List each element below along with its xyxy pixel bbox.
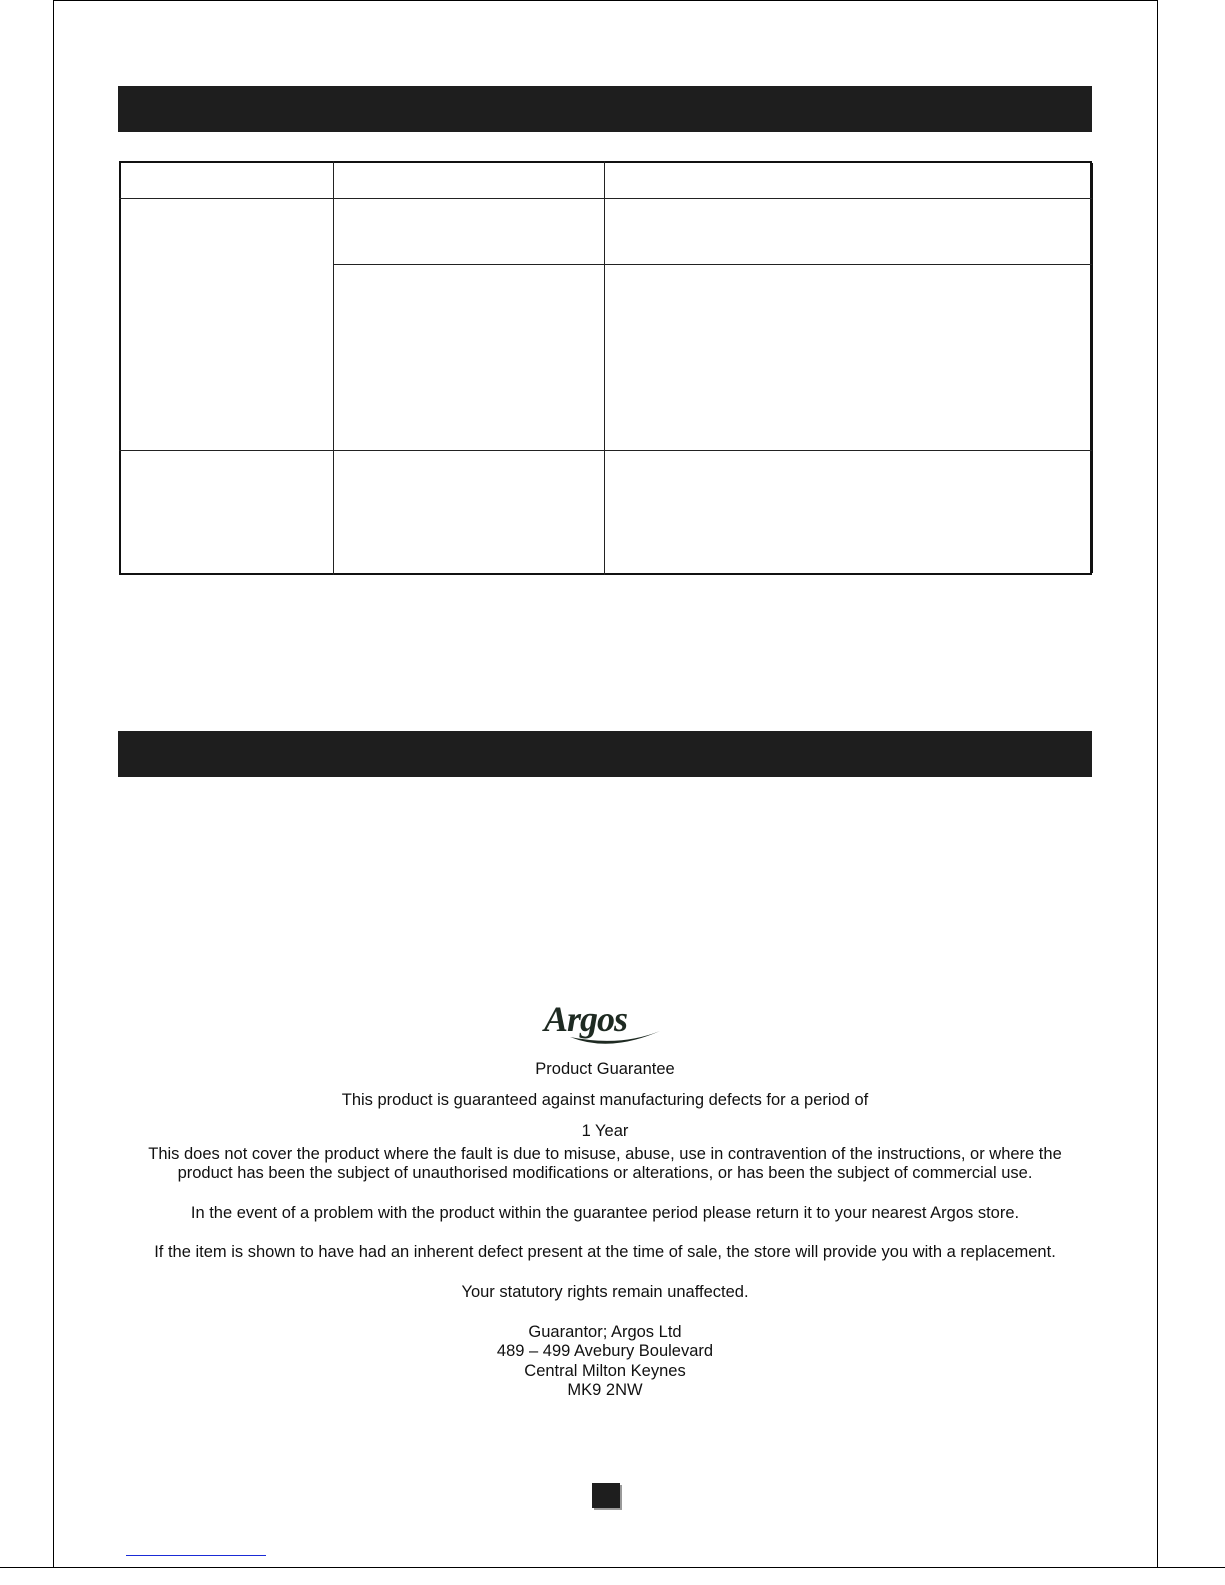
guarantee-exclusion-line1: This does not cover the product where the fault is due to misuse, abuse, use in contravention of the instructions, or where the [148,1145,1062,1163]
header-cell-problem [119,161,333,198]
troubleshooting-table [119,161,1092,575]
guarantee-header-bar [118,731,1092,777]
guarantor-address-line3: Central Milton Keynes [524,1362,686,1380]
guarantee-return-info: In the event of a problem with the product within the guarantee period please return it to your nearest Argos store. [190,1204,1020,1222]
guarantor-address-line4: MK9 2NW [567,1381,643,1399]
guarantee-exclusion-line2: product has been the subject of unauthorised modifications or alterations, or has been the subject of commercial use. [177,1164,1033,1182]
guarantee-title: Product Guarantee [535,1060,675,1078]
bottom-rule [0,1567,1225,1568]
column-divider-1 [333,161,334,575]
guarantee-intro: This product is guaranteed against manufacturing defects for a period of [341,1091,869,1109]
row-divider-sub [333,264,1092,265]
guarantee-statutory: Your statutory rights remain unaffected. [461,1283,749,1301]
argos-logo-text: Argos [544,999,628,1039]
table-row [119,199,333,450]
troubleshooting-header-bar [118,86,1092,132]
column-divider-2 [604,161,605,575]
guarantee-replacement-info: If the item is shown to have had an inherent defect present at the time of sale, the store will provide you with a replacement. [154,1243,1056,1261]
guarantor-address-line1: Guarantor; Argos Ltd [528,1323,682,1341]
page-number-box [592,1483,620,1508]
argos-logo [540,997,670,1053]
header-cell-solution [604,161,1092,198]
header-cell-cause [333,161,604,198]
bottom-link-underline [126,1555,266,1556]
guarantee-period: 1 Year [581,1122,629,1140]
table-row [119,451,333,575]
guarantor-address-line2: 489 – 499 Avebury Boulevard [496,1342,714,1360]
